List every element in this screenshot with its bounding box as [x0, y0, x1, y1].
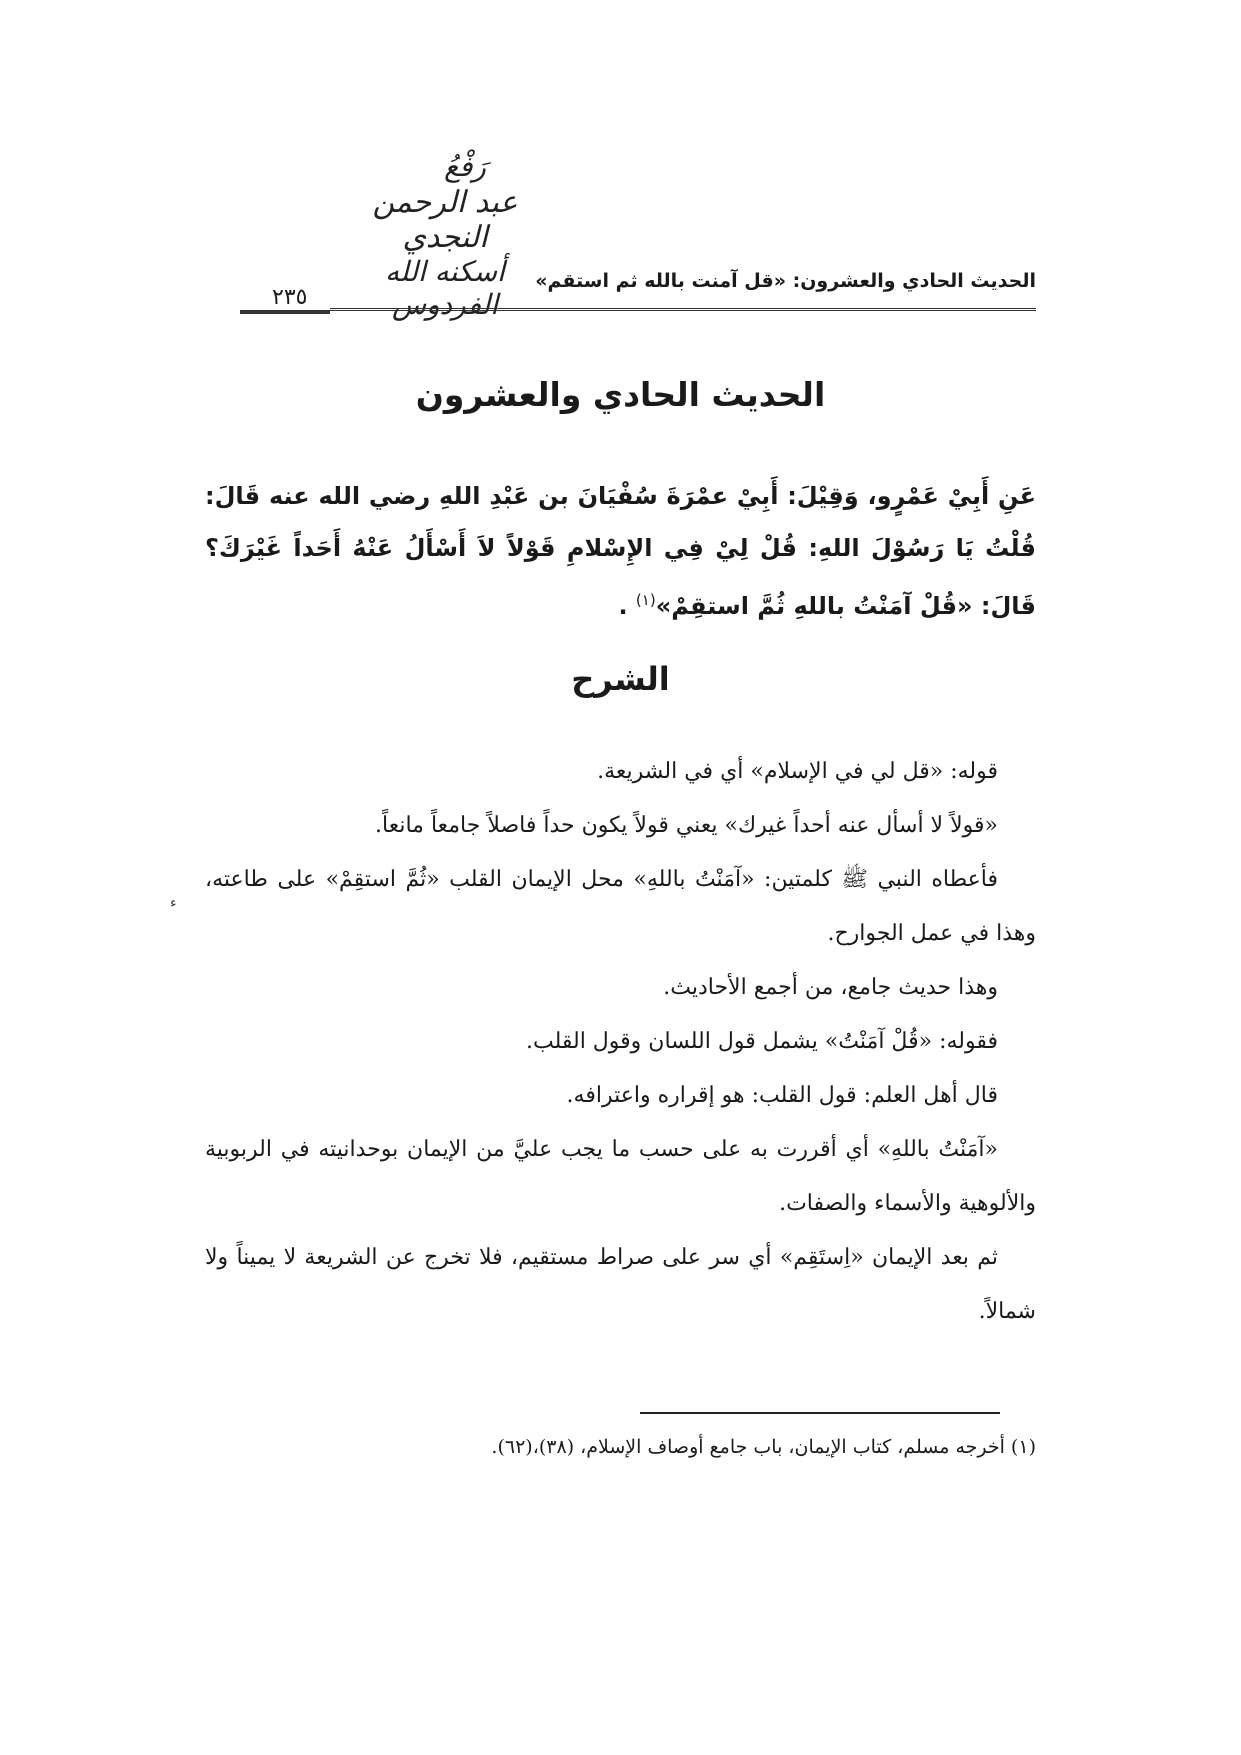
commentary-paragraph: ثم بعد الإيمان «اِستَقِم» أي سر على صراط مستقيم، فلا تخرج عن الشريعة لا يميناً ولا شمالاً.: [205, 1245, 1036, 1324]
running-header: الحديث الحادي والعشرون: «قل آمنت بالله ثم استقم»: [535, 270, 1036, 292]
hadith-end: .: [618, 592, 628, 620]
hadith-text: [205, 470, 1036, 632]
header-rule: [330, 308, 1036, 311]
footnote-ref: (١): [635, 591, 656, 609]
commentary-paragraph: وهذا حديث جامع، من أجمع الأحاديث.: [663, 975, 998, 1000]
section-title: الشرح: [571, 660, 670, 698]
stamp-line-3: أسكنه الله الفردوس: [385, 255, 505, 321]
commentary-paragraph: فقوله: «قُلْ آمَنْتُ» يشمل قول اللسان وقول القلب.: [525, 1029, 998, 1054]
commentary-paragraph: قال أهل العلم: قول القلب: هو إقراره واعترافه.: [566, 1083, 998, 1108]
footnote-rule: [640, 1412, 1000, 1414]
page-title: الحديث الحادي والعشرون: [415, 375, 826, 414]
commentary-paragraph: «آمَنْتُ باللهِ» أي أقررت به على حسب ما يجب عليَّ من الإيمان بوحدانيته في الربوبية والألوهية والأسماء والصفات.: [205, 1137, 1036, 1216]
commentary: [205, 745, 1036, 1339]
footnote: (١) أخرجه مسلم، كتاب الإيمان، باب جامع أوصاف الإسلام، (٣٨)،(٦٢).: [491, 1436, 1036, 1458]
commentary-paragraph: فأعطاه النبي ﷺ كلمتين: «آمَنْتُ باللهِ» محل الإيمان القلب «ثُمَّ استقِمْ» على طاعته، وهذا في عمل الجوارح.: [205, 867, 1036, 946]
calligraphic-stamp: [330, 150, 560, 321]
commentary-paragraph: قوله: «قل لي في الإسلام» أي في الشريعة.: [597, 759, 998, 784]
margin-mark: ء: [170, 895, 177, 911]
commentary-paragraph: «قولاً لا أسأل عنه أحداً غيرك» يعني قولاً يكون حداً فاصلاً جامعاً مانعاً.: [375, 813, 998, 838]
page-number-rule: [240, 310, 330, 314]
page-number: ٢٣٥: [272, 285, 308, 310]
hadith-body: عَنِ أَبِيْ عَمْرٍو، وَقِيْلَ: أَبِيْ عمْرَةَ سُفْيَانَ بن عَبْدِ اللهِ رضي الله عنه قَالَ: قُلْتُ يَا رَسُوْلَ اللهِ: قُلْ لِيْ فِي الإِسْلامِ قَوْلاً لاَ أَسْأَلُ عَنْهُ أَحَداً غَيْرَكَ؟ قَالَ: «قُلْ آمَنْتُ باللهِ ثُمَّ استقِمْ»: [205, 482, 1036, 620]
stamp-line-2: عبد الرحمن النجدي: [372, 185, 518, 255]
stamp-line-1: رَفْعُ: [444, 150, 486, 183]
